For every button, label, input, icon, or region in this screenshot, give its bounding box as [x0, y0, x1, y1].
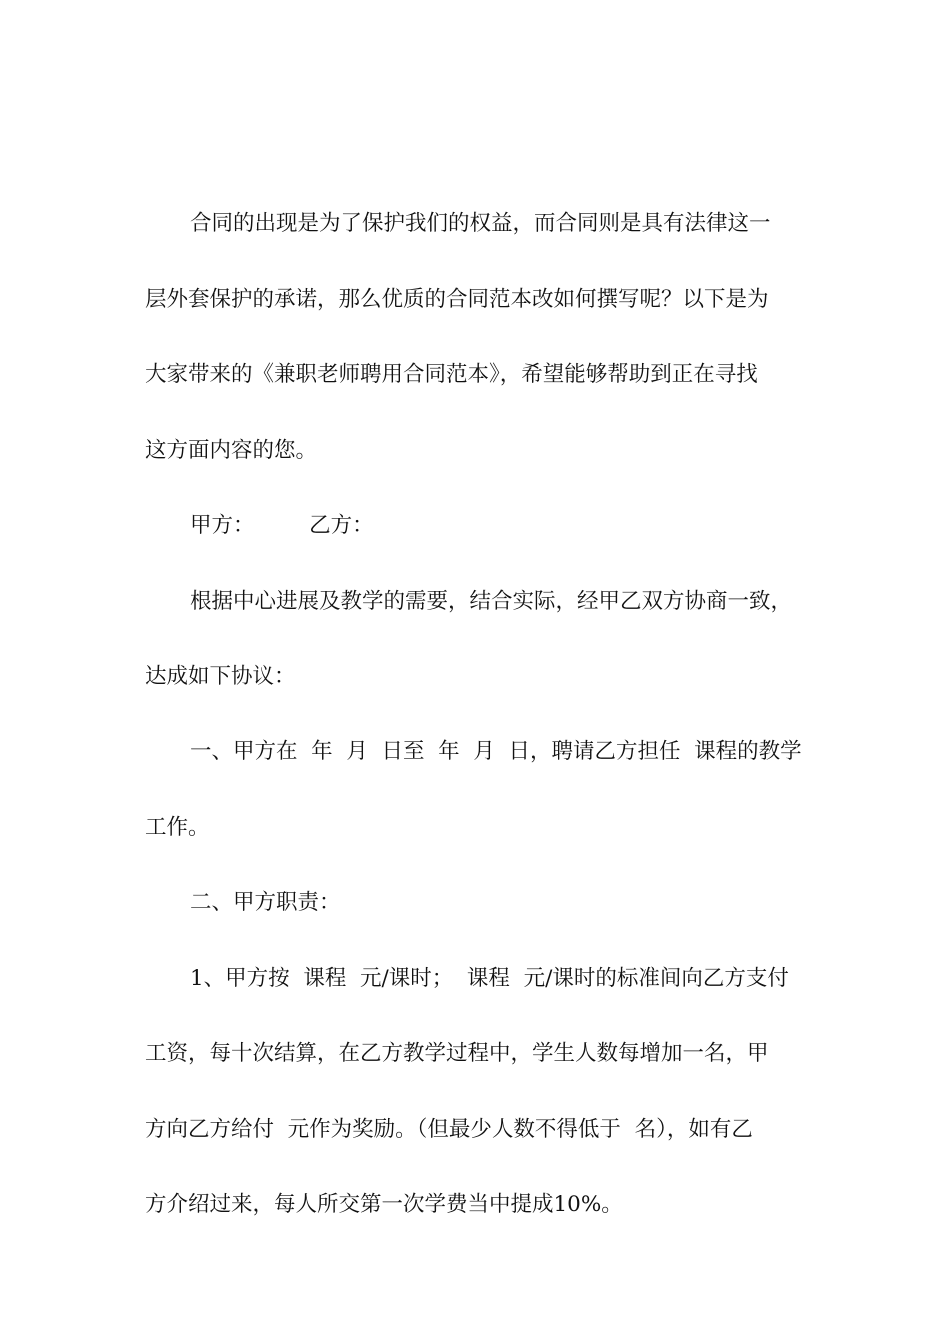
clause-2-item-1-line-4: 方介绍过来，每人所交第一次学费当中提成10%。: [145, 1192, 623, 1217]
paragraph-agreement-line-2: 达成如下协议：: [145, 664, 296, 689]
paragraph-intro-line-3: 大家带来的《兼职老师聘用合同范本》，希望能够帮助到正在寻找: [145, 362, 758, 387]
clause-2-item-1-line-1: 1、甲方按 课程 元/课时； 课程 元/课时的标准间向乙方支付: [190, 966, 789, 991]
paragraph-intro-line-1: 合同的出现是为了保护我们的权益，而合同则是具有法律这一: [190, 211, 771, 236]
clause-1-line-2: 工作。: [145, 815, 210, 840]
paragraph-intro-line-4: 这方面内容的您。: [145, 438, 318, 463]
paragraph-agreement-line-1: 根据中心进展及教学的需要，结合实际，经甲乙双方协商一致，: [190, 589, 793, 614]
parties-line: 甲方： 乙方：: [190, 513, 374, 538]
clause-2-item-1-line-2: 工资，每十次结算，在乙方教学过程中，学生人数每增加一名，甲: [145, 1041, 769, 1066]
paragraph-intro-line-2: 层外套保护的承诺，那么优质的合同范本改如何撰写呢？以下是为: [145, 287, 769, 312]
clause-2-item-1-line-3: 方向乙方给付 元作为奖励。（但最少人数不得低于 名），如有乙: [145, 1117, 753, 1142]
clause-2-heading: 二、甲方职责：: [190, 890, 341, 915]
clause-1-line-1: 一、甲方在 年 月 日至 年 月 日，聘请乙方担任 课程的教学: [190, 739, 802, 764]
